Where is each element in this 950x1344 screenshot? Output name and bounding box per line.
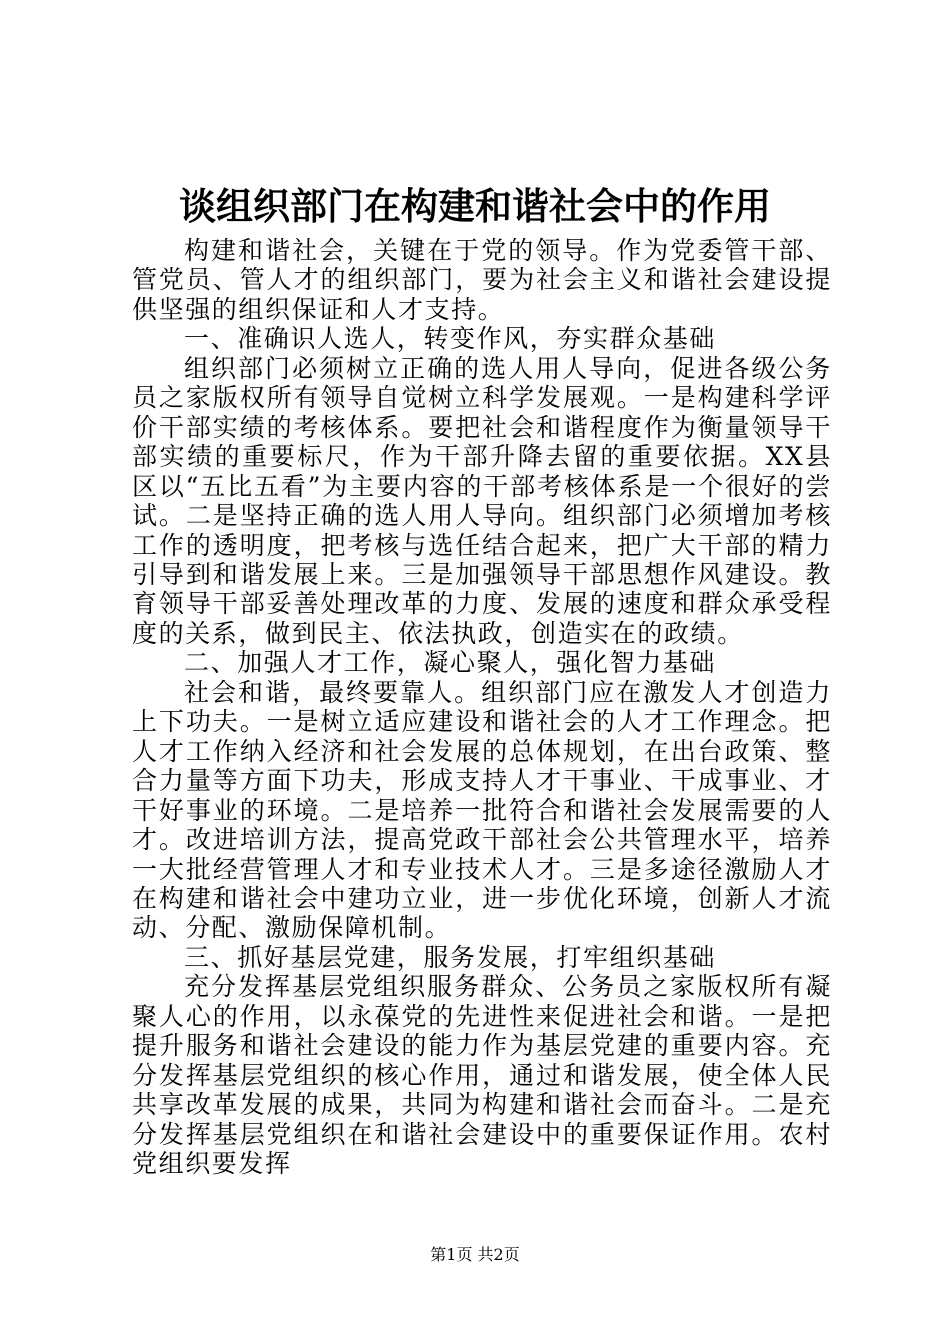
intro-paragraph: 构建和谐社会，关键在于党的领导。作为党委管干部、管党员、管人才的组织部门，要为社会主义和谐社会建设提供坚强的组织保证和人才支持。	[132, 236, 832, 324]
section-paragraph-2: 社会和谐，最终要靠人。组织部门应在激发人才创造力上下功夫。一是树立适应建设和谐社会的人才工作理念。把人才工作纳入经济和社会发展的总体规划，在出台政策、整合力量等方面下功夫，形成支持人才干事业、干成事业、才干好事业的环境。二是培养一批符合和谐社会发展需要的人才。改进培训方法，提高党政干部社会公共管理水平，培养一大批经营管理人才和专业技术人才。三是多途径激励人才在构建和谐社会中建功立业，进一步优化环境，创新人才流动、分配、激励保障机制。	[132, 677, 832, 943]
section-heading-2: 二、加强人才工作，凝心聚人，强化智力基础	[184, 648, 717, 678]
section-heading-3: 三、抓好基层党建，服务发展，打牢组织基础	[184, 942, 717, 972]
document-body	[132, 236, 832, 1179]
section-paragraph-1: 组织部门必须树立正确的选人用人导向，促进各级公务员之家版权所有领导自觉树立科学发展观。一是构建科学评价干部实绩的考核体系。要把社会和谐程度作为衡量领导干部实绩的重要标尺，作为干部升降去留的重要依据。XX县区以“五比五看”为主要内容的干部考核体系是一个很好的尝试。二是坚持正确的选人用人导向。组织部门必须增加考核工作的透明度，把考核与选任结合起来，把广大干部的精力引导到和谐发展上来。三是加强领导干部思想作风建设。教育领导干部妥善处理改革的力度、发展的速度和群众承受程度的关系，做到民主、依法执政，创造实在的政绩。	[132, 353, 832, 648]
page-footer: 第1页 共2页	[430, 1245, 520, 1264]
section-heading-1: 一、准确识人选人，转变作风，夯实群众基础	[184, 324, 717, 354]
section-paragraph-3: 充分发挥基层党组织服务群众、公务员之家版权所有凝聚人心的作用，以永葆党的先进性来促进社会和谐。一是把提升服务和谐社会建设的能力作为基层党建的重要内容。充分发挥基层党组织的核心作用，通过和谐发展，使全体人民共享改革发展的成果，共同为构建和谐社会而奋斗。二是充分发挥基层党组织在和谐社会建设中的重要保证作用。农村党组织要发挥	[132, 972, 832, 1179]
document-title: 谈组织部门在构建和谐社会中的作用	[179, 185, 771, 228]
